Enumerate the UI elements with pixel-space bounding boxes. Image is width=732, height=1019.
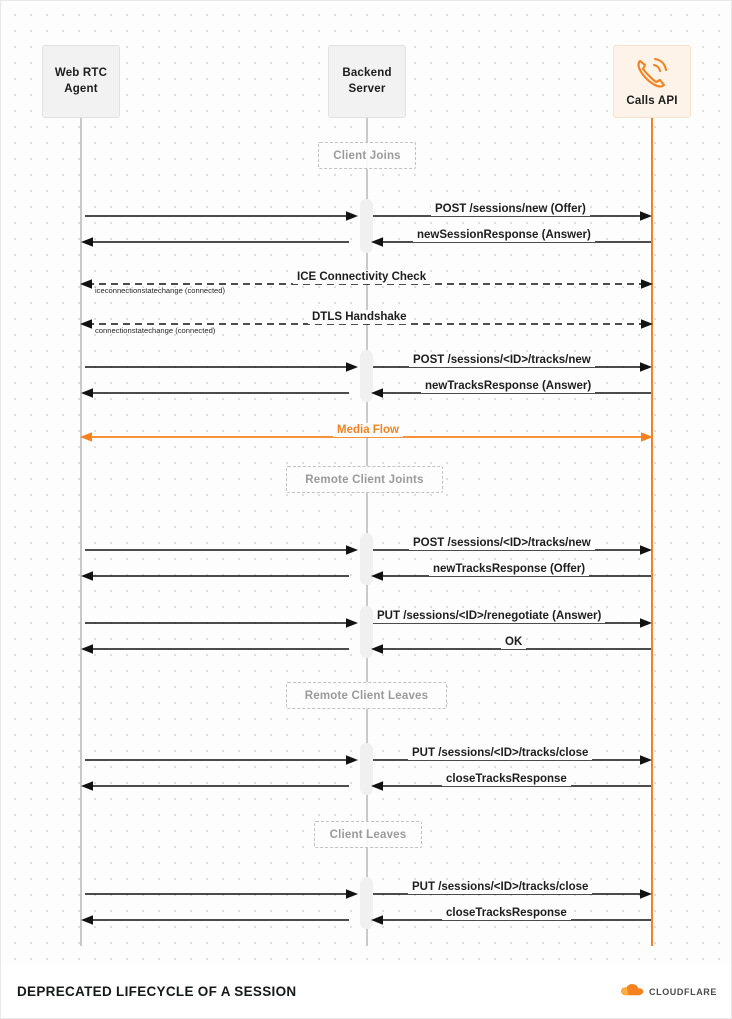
phase-label-text: Client Leaves: [329, 828, 407, 841]
diagram-footer: [1, 964, 732, 1019]
message-label: PUT /sessions/<ID>/renegotiate (Answer): [373, 609, 605, 623]
phase-label-text: Client Joins: [333, 149, 401, 162]
message-label: ICE Connectivity Check: [293, 270, 430, 284]
message-ice-connectivity-check: [1, 271, 732, 297]
message-post-tracks-new-remote: [1, 537, 732, 563]
message-label: newTracksResponse (Offer): [429, 562, 589, 576]
actor-calls-api[interactable]: [613, 45, 691, 118]
message-sublabel: iceconnectionstatechange (connected): [95, 286, 226, 295]
message-sublabel: connectionstatechange (connected): [95, 326, 216, 335]
message-label: OK: [501, 635, 526, 649]
message-label: POST /sessions/<ID>/tracks/new: [409, 536, 595, 550]
diagram-title: DEPRECATED LIFECYCLE OF A SESSION: [17, 984, 297, 999]
phase-label-text: Remote Client Joints: [305, 473, 424, 486]
cloudflare-wordmark: CLOUDFLARE: [649, 986, 717, 997]
message-new-tracks-response-offer: [1, 563, 732, 589]
actor-label-line1: Web RTC: [54, 66, 108, 79]
actor-label-line2: Agent: [64, 82, 98, 95]
message-label: newSessionResponse (Answer): [413, 228, 595, 242]
message-close-tracks-response: [1, 907, 732, 933]
message-post-tracks-new: [1, 354, 732, 380]
message-label: closeTracksResponse: [442, 772, 571, 786]
message-close-tracks-response-remote: [1, 773, 732, 799]
actor-label-line1: Backend: [342, 66, 392, 79]
actor-web-rtc-agent[interactable]: [42, 45, 120, 118]
message-put-tracks-close: [1, 881, 732, 907]
cloudflare-brand: [620, 983, 717, 1001]
phone-icon: [634, 56, 670, 92]
message-label: POST /sessions/<ID>/tracks/new: [409, 353, 595, 367]
message-ok: [1, 636, 732, 662]
sequence-diagram: [1, 1, 732, 964]
message-label: POST /sessions/new (Offer): [431, 202, 590, 216]
phase-client-leaves: [314, 821, 422, 848]
phase-client-joins: [318, 142, 416, 169]
message-new-session-response: [1, 229, 732, 255]
cloudflare-cloud-icon: [620, 983, 644, 1001]
message-label: closeTracksResponse: [442, 906, 571, 920]
message-label: PUT /sessions/<ID>/tracks/close: [408, 746, 592, 760]
message-put-renegotiate: [1, 610, 732, 636]
message-label: DTLS Handshake: [308, 310, 411, 324]
message-post-sessions-new: [1, 203, 732, 229]
message-label: Media Flow: [333, 423, 403, 437]
phase-remote-client-leaves: [286, 682, 447, 709]
actor-label-line1: Calls API: [626, 95, 678, 107]
phase-label-text: Remote Client Leaves: [304, 689, 429, 702]
actor-backend-server[interactable]: [328, 45, 406, 118]
message-new-tracks-response-answer: [1, 380, 732, 406]
phase-remote-client-joins: [286, 466, 443, 493]
message-dtls-handshake: [1, 311, 732, 337]
message-put-tracks-close-remote: [1, 747, 732, 773]
message-label: newTracksResponse (Answer): [421, 379, 595, 393]
actor-label-line2: Server: [348, 82, 386, 95]
message-label: PUT /sessions/<ID>/tracks/close: [408, 880, 592, 894]
message-media-flow: [1, 424, 732, 450]
